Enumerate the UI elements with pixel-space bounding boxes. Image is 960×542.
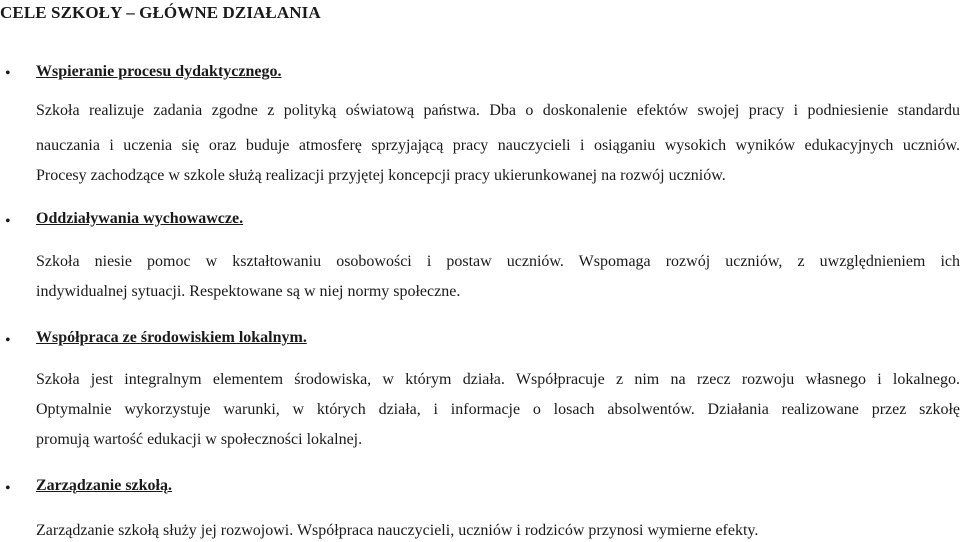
paragraph-line: Szkoła niesie pomoc w kształtowaniu osobowości i postaw uczniów. Wspomaga rozwój uczniów, z uwzględnieniem ich <box>36 253 960 270</box>
section-heading-didactic: Wspieranie procesu dydaktycznego. <box>36 63 282 80</box>
section-heading-community: Współpraca ze środowiskiem lokalnym. <box>36 329 307 346</box>
section-heading-educational: Oddziaływania wychowawcze. <box>36 210 244 227</box>
paragraph-line: Szkoła realizuje zadania zgodne z polityką oświatową państwa. Dba o doskonalenie efektów swojej pracy i podniesienie standardu <box>36 102 960 119</box>
paragraph-line: promują wartość edukacji w społeczności lokalnej. <box>36 431 363 448</box>
paragraph-line: nauczania i uczenia się oraz buduje atmosferę sprzyjającą pracy nauczycieli i osiąganiu wysokich wyników edukacyjnych uczniów. <box>36 137 960 154</box>
bullet-icon: • <box>5 65 11 82</box>
paragraph-line: indywidualnej sytuacji. Respektowane są w niej normy społeczne. <box>36 283 461 300</box>
paragraph-line: Optymalnie wykorzystuje warunki, w których działa, i informacje o losach absolwentów. Działania realizowane przez szkołę <box>36 401 960 418</box>
bullet-icon: • <box>5 332 11 349</box>
paragraph-line: Zarządzanie szkołą służy jej rozwojowi. Współpraca nauczycieli, uczniów i rodziców przynosi wymierne efekty. <box>36 522 759 539</box>
section-heading-management: Zarządzanie szkołą. <box>36 477 172 494</box>
bullet-icon: • <box>5 480 11 497</box>
paragraph-line: Szkoła jest integralnym elementem środowiska, w którym działa. Współpracuje z nim na rzecz rozwoju własnego i lokalnego. <box>36 371 960 388</box>
document-title: CELE SZKOŁY – GŁÓWNE DZIAŁANIA <box>0 3 321 22</box>
bullet-icon: • <box>5 213 11 230</box>
paragraph-line: Procesy zachodzące w szkole służą realizacji przyjętej koncepcji pracy ukierunkowanej na rozwój uczniów. <box>36 167 726 184</box>
